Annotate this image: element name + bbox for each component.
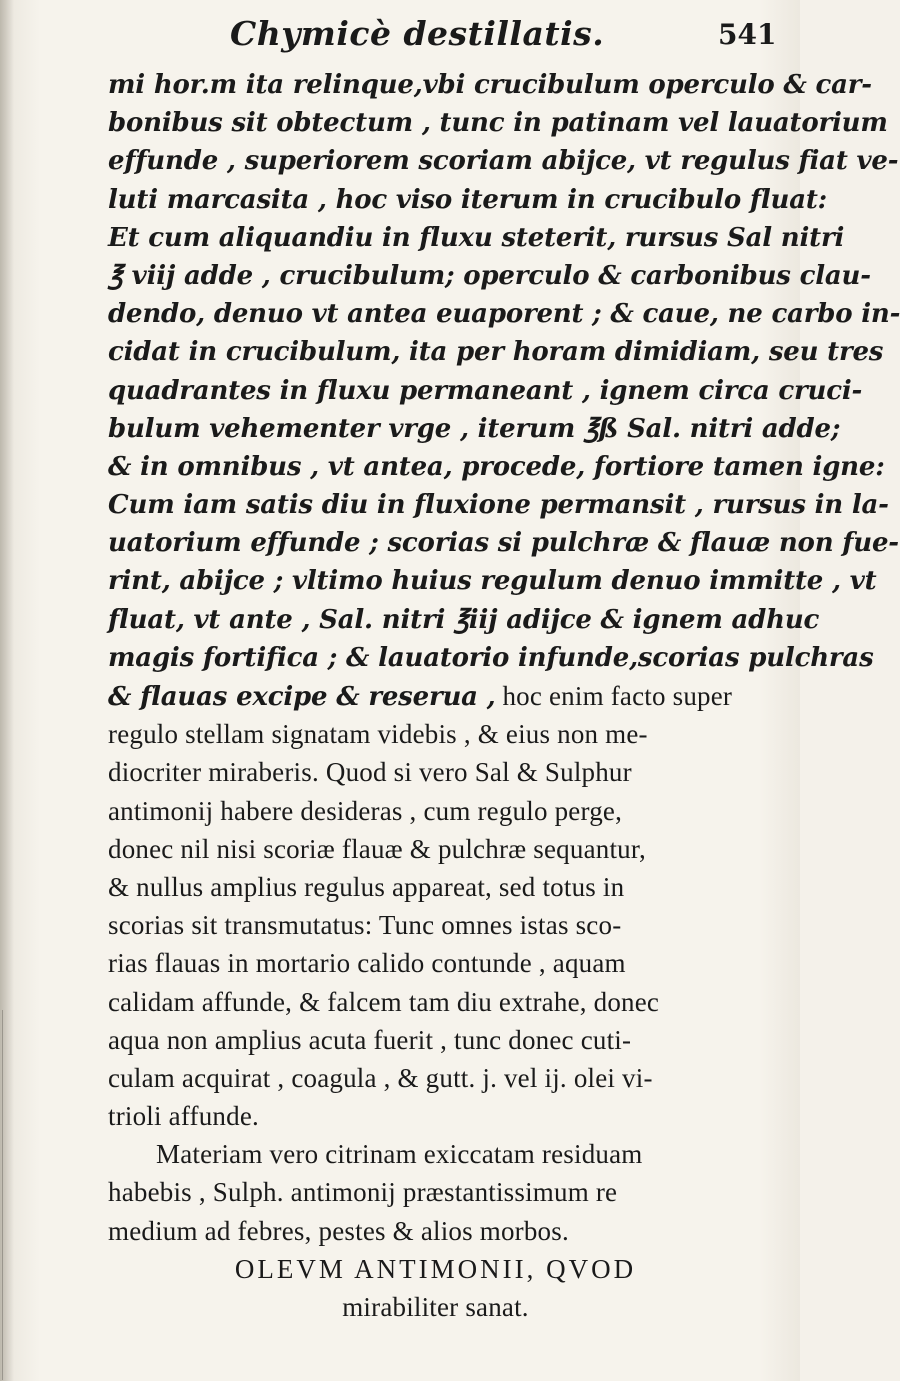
text-line-italic-part: & flauas excipe & reserua ,: [108, 682, 496, 712]
text-line: donec nil nisi scoriæ flauæ & pulchræ sequantur,: [108, 833, 646, 864]
text-line: bulum vehementer vrge , iterum ℥ß Sal. nitri adde;: [108, 413, 841, 444]
text-line-roman-part: hoc enim facto super: [495, 681, 733, 711]
text-line: rias flauas in mortario calido contunde , aquam: [108, 948, 626, 979]
body-text: [108, 66, 900, 1326]
text-line: medium ad febres, pestes & alios morbos.: [108, 1215, 569, 1246]
text-line: trioli affunde.: [108, 1101, 259, 1132]
text-line: bonibus sit obtectum , tunc in patinam vel lauatorium: [108, 108, 888, 139]
margin-rule: [2, 1010, 9, 1380]
text-line: calidam affunde, & falcem tam diu extrahe, donec: [108, 986, 660, 1017]
text-line: mi hor.m ita relinque,vbi crucibulum operculo & car-: [108, 70, 872, 100]
text-line: OLEVM ANTIMONII, QVOD: [234, 1253, 637, 1284]
text-line: antimonij habere desideras , cum regulo perge,: [108, 795, 623, 826]
text-line: mirabiliter sanat.: [342, 1292, 529, 1322]
text-line: Cum iam satis diu in fluxione permansit , rursus in la-: [108, 490, 889, 521]
text-line: dendo, denuo vt antea euaporent ; & caue, ne carbo in-: [108, 299, 900, 330]
text-line: magis fortifica ; & lauatorio infunde,scorias pulchras: [108, 642, 874, 673]
running-title: Chymicè destillatis.: [230, 14, 605, 53]
text-line: Materiam vero citrinam exiccatam residuam: [156, 1139, 643, 1170]
text-line: quadrantes in fluxu permaneant , ignem circa cruci-: [108, 375, 863, 406]
text-line: luti marcasita , hoc viso iterum in crucibulo fluat:: [108, 184, 828, 215]
page-number: 541: [718, 18, 777, 51]
text-line: diocriter miraberis. Quod si vero Sal & Sulphur: [108, 757, 632, 788]
text-line: Et cum aliquandiu in fluxu steterit, rursus Sal nitri: [108, 222, 845, 253]
text-line: [108, 677, 763, 715]
text-line: culam acquirat , coagula , & gutt. j. vel ij. olei vi-: [108, 1062, 653, 1093]
page-header: [0, 14, 800, 54]
text-line: habebis , Sulph. antimonij præstantissimum re: [108, 1177, 618, 1208]
text-line: & in omnibus , vt antea, procede, fortiore tamen igne:: [108, 451, 885, 482]
text-line: & nullus amplius regulus appareat, sed totus in: [108, 871, 625, 902]
text-line: cidat in crucibulum, ita per horam dimidiam, seu tres: [108, 337, 884, 368]
text-line: uatorium effunde ; scorias si pulchræ & flauæ non fue-: [108, 528, 899, 559]
text-line: rint, abijce ; vltimo huius regulum denuo immitte , vt: [108, 566, 877, 597]
text-line: ℥ viij adde , crucibulum; operculo & carbonibus clau-: [108, 260, 871, 291]
text-line: aqua non amplius acuta fuerit , tunc donec cuti-: [108, 1024, 632, 1055]
text-line: effunde , superiorem scoriam abijce, vt regulus fiat ve-: [108, 146, 899, 177]
text-line: scorias sit transmutatus: Tunc omnes istas sco-: [108, 910, 622, 941]
text-line: fluat, vt ante , Sal. nitri ℥iij adijce & ignem adhuc: [108, 604, 820, 635]
text-line: regulo stellam signatam videbis , & eius non me-: [108, 719, 648, 750]
